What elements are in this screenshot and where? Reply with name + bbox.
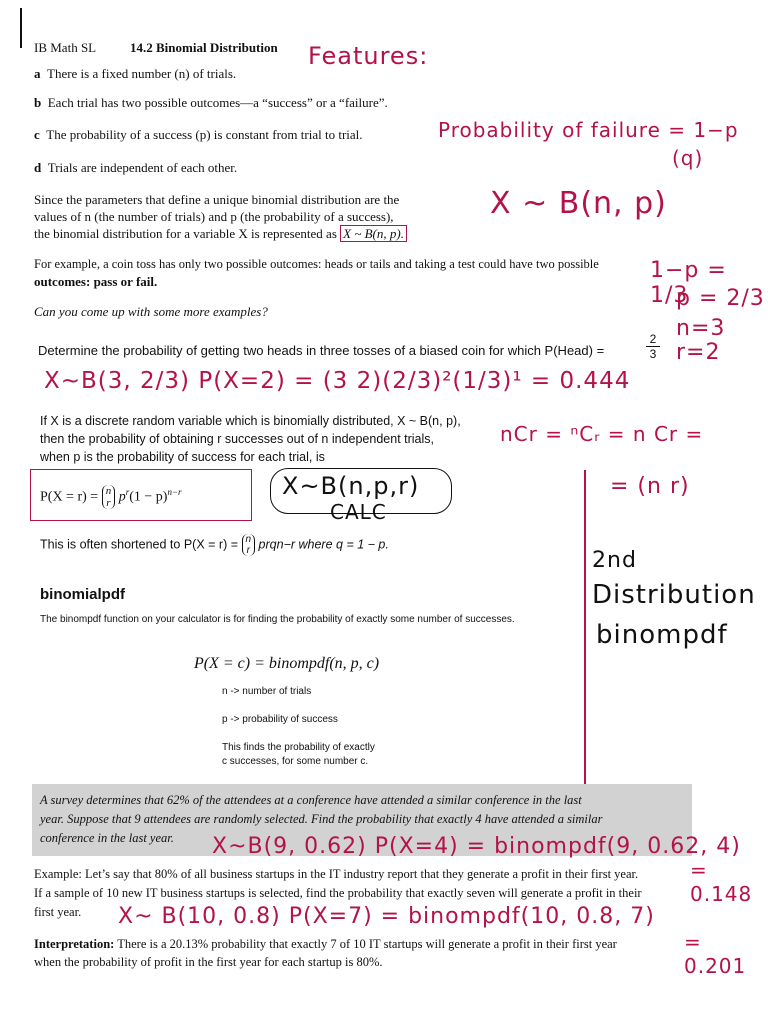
definition-line-1: If X is a discrete random variable which is binomially distributed, X ~ B(n, p), [40, 414, 461, 428]
feature-letter: c [34, 127, 40, 142]
shortened-rest: prqn−r where q = 1 − p. [258, 537, 389, 552]
binompdf-description: The binompdf function on your calculator is for finding the probability of exactly some number of successes. [40, 614, 515, 625]
notation-box: X ~ B(n, p). [340, 225, 407, 242]
answer-2: = 0.201 [684, 930, 747, 978]
r-value: r=2 [676, 340, 721, 365]
feature-letter: a [34, 66, 41, 81]
feature-a [34, 66, 236, 82]
features-handwritten: Features: [308, 42, 429, 70]
ncr-binom: = (n r) [610, 474, 690, 499]
fraction-denominator: 3 [649, 347, 657, 361]
formula-q-exp: n−r [167, 487, 182, 497]
survey-line-3: conference in the last year. [40, 831, 174, 845]
formula-lhs: P(X = r) = [40, 489, 99, 505]
survey-line-1: A survey determines that 62% of the attendees at a conference have attended a similar conference in the last [40, 793, 582, 807]
margin-mark [20, 8, 22, 48]
params-line-3-text: the binomial distribution for a variable X is represented as [34, 226, 337, 241]
coef-r: r [106, 497, 111, 510]
failure-note: Probability of failure = 1−p [438, 118, 739, 142]
one-minus-p: 1−p = 1/3 [650, 258, 727, 308]
feature-text: Trials are independent of each other. [47, 160, 238, 175]
feature-letter: b [34, 95, 42, 110]
distribution-label: Distribution [592, 580, 756, 610]
note-p: p -> probability of success [222, 714, 338, 725]
ncr-notes: nCr = ⁿCᵣ = n Cr = [500, 422, 704, 446]
binompdf-label: binompdf [596, 620, 728, 650]
feature-letter: d [34, 160, 42, 175]
xbnp-handwritten: X ~ B(n, p) [490, 186, 667, 221]
definition-line-2: then the probability of obtaining r successes out of n independent trials, [40, 432, 435, 446]
feature-text: The probability of a success (p) is constant from trial to trial. [46, 127, 363, 142]
interpretation-line-1 [34, 936, 617, 952]
params-line-1: Since the parameters that define a unique binomial distribution are the [34, 192, 400, 207]
formula-p-exp: r [125, 487, 130, 497]
definition-line-3: when p is the probability of success for each trial, is [40, 450, 325, 464]
feature-b [34, 95, 388, 111]
annotation-line [584, 470, 586, 790]
formula-p: p [118, 489, 126, 505]
binompdf-heading: binomialpdf [40, 586, 125, 603]
feature-d [34, 160, 237, 176]
params-line-2: values of n (the number of trials) and p (the probability of a success), [34, 209, 394, 224]
shortened-text: This is often shortened to P(X = r) = [40, 537, 239, 552]
formula-q: (1 − p) [129, 489, 168, 505]
fraction-numerator: 2 [646, 332, 660, 347]
example-question: Can you come up with some more examples? [34, 304, 268, 319]
feature-text: Each trial has two possible outcomes—a “success” or a “failure”. [47, 95, 388, 110]
coef-r: r [246, 545, 250, 556]
feature-text: There is a fixed number (n) of trials. [47, 66, 237, 81]
interpretation-label: Interpretation: [34, 937, 115, 951]
shortened-line [40, 534, 389, 556]
interpretation-text: There is a 20.13% probability that exactly 7 of 10 IT startups will generate a profit in their first year [117, 937, 617, 951]
params-line-3 [34, 226, 407, 242]
shortened-coefficient [242, 534, 256, 556]
binompdf-formula: P(X = c) = binompdf(n, p, c) [194, 655, 380, 672]
it-working: X~ B(10, 0.8) P(X=7) = binompdf(10, 0.8, 7) [118, 904, 655, 929]
second-label: 2nd [592, 548, 637, 573]
interpretation-line-2: when the probability of profit in the first year for each startup is 80%. [34, 955, 383, 969]
survey-working: X~B(9, 0.62) P(X=4) = binompdf(9, 0.62, 4) [212, 834, 741, 859]
determine-question [38, 343, 604, 358]
binomial-coefficient [102, 485, 116, 509]
it-line-3: first year. [34, 905, 82, 919]
course-title: IB Math SL [34, 40, 97, 55]
p-value: p = 2/3 [676, 286, 765, 311]
determine-text: Determine the probability of getting two heads in three tosses of a biased coin for which P(Head) = [38, 343, 605, 358]
example-line-1: For example, a coin toss has only two possible outcomes: heads or tails and taking a test could have two possible [34, 257, 599, 271]
note-n: n -> number of trials [222, 686, 312, 697]
it-line-1: Example: Let’s say that 80% of all business startups in the IT industry report that they generate a profit in their first year. [34, 867, 639, 881]
coef-n: n [105, 485, 112, 498]
determine-fraction [646, 332, 660, 361]
it-line-2: If a sample of 10 new IT business startups is selected, find the probability that exactly seven will generate a profit in their [34, 886, 642, 900]
section-title: 14.2 Binomial Distribution [130, 40, 278, 55]
q-note: (q) [672, 146, 704, 170]
finds-line-2: c successes, for some number c. [222, 756, 369, 767]
example-line-2: outcomes: pass or fail. [34, 274, 158, 289]
binomial-formula [40, 484, 182, 509]
answer-1: = 0.148 [690, 858, 753, 906]
calc-label: CALC [330, 500, 387, 524]
coef-n: n [245, 534, 252, 545]
survey-line-2: year. Suppose that 9 attendees are randomly selected. Find the probability that exactly 4 have attended a similar [40, 812, 603, 826]
working-line: X~B(3, 2/3) P(X=2) = (3 2)(2/3)²(1/3)¹ = 0.444 [44, 368, 631, 394]
n-value: n=3 [676, 316, 726, 341]
calc-box-text: X~B(n,p,r) [282, 472, 420, 500]
finds-line-1: This finds the probability of exactly [222, 742, 375, 753]
feature-c [34, 127, 363, 143]
